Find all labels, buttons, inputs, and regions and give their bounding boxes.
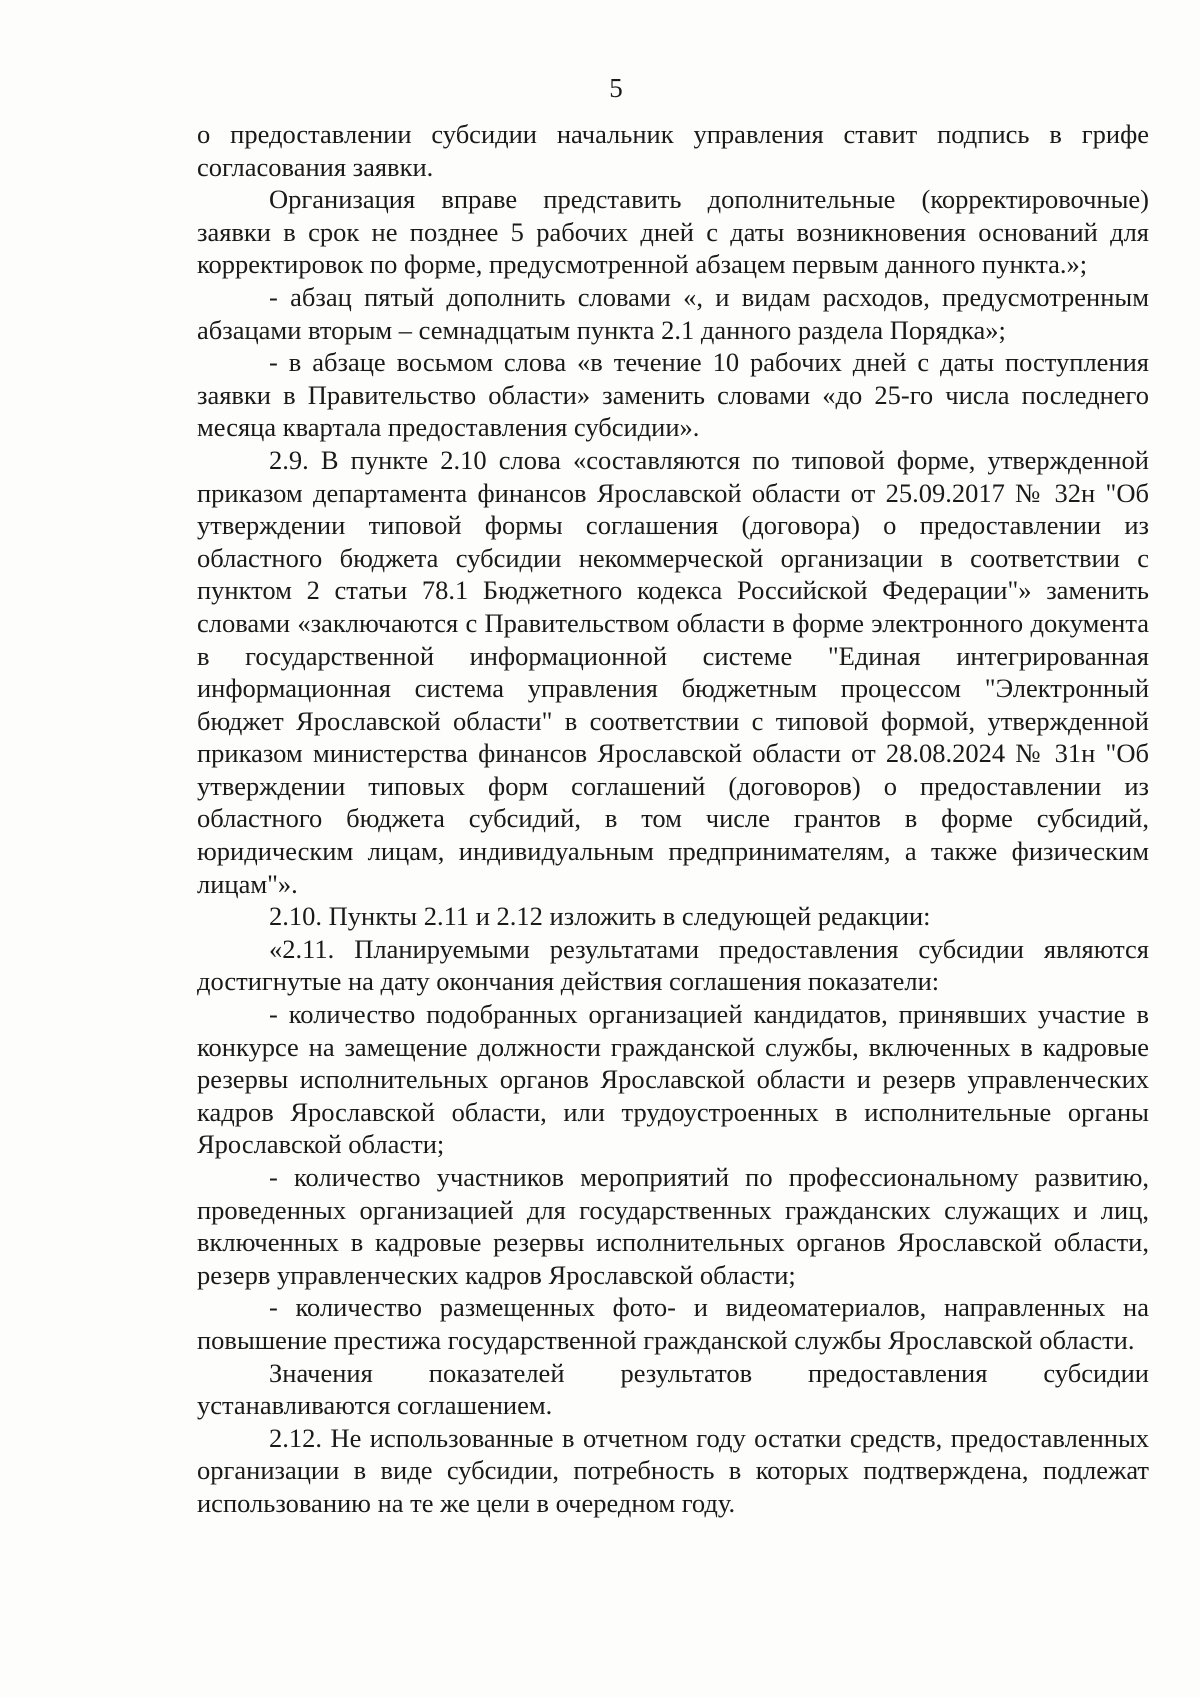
list-item-media: - количество размещенных фото- и видеоматериалов, направленных на повышение престижа государственной гражданской службы Ярославской области. xyxy=(197,1292,1149,1355)
page-number: 5 xyxy=(609,73,623,103)
paragraph-eighth-amendment: - в абзаце восьмом слова «в течение 10 рабочих дней с даты поступления заявки в Правительство области» заменить словами «до 25-го числа последнего месяца квартала предоставления субсидии». xyxy=(197,347,1149,443)
list-item-participants: - количество участников мероприятий по профессиональному развитию, проведенных организацией для государственных гражданских служащих и лиц, включенных в кадровые резервы исполнительных органов Ярославской области, резерв управленческих кадров Ярославской области; xyxy=(197,1162,1149,1290)
paragraph-item-2-9: 2.9. В пункте 2.10 слова «составляются по типовой форме, утвержденной приказом департамента финансов Ярославской области от 25.09.2017 № 32н "Об утверждении типовой формы соглашения (договора) о предоставлении из областного бюджета субсидии некоммерческой организации в соответствии с пунктом 2 статьи 78.1 Бюджетного кодекса Российской Федерации"» заменить словами «заключаются с Правительством области в форме электронного документа в государственной информационной системе "Единая интегрированная информационная система управления бюджетным процессом "Электронный бюджет Ярославской области" в соответствии с типовой формой, утвержденной приказом министерства финансов Ярославской области от 28.08.2024 № 31н "Об утверждении типовых форм соглашений (договоров) о предоставлении из областного бюджета субсидий, в том числе грантов в форме субсидий, юридическим лицам, индивидуальным предпринимателям, а также физическим лицам"». xyxy=(197,444,1149,899)
paragraph-fifth-amendment: - абзац пятый дополнить словами «, и видам расходов, предусмотренным абзацами вторым – семнадцатым пункта 2.1 данного раздела Порядка»; xyxy=(197,281,1149,345)
paragraph-item-2-12: 2.12. Не использованные в отчетном году остатки средств, предоставленных организации в виде субсидии, потребность в которых подтверждена, подлежат использованию на те же цели в очередном году. xyxy=(197,1422,1149,1518)
document-body xyxy=(197,118,1149,1520)
paragraph-item-2-10: 2.10. Пункты 2.11 и 2.12 изложить в следующей редакции: xyxy=(269,901,931,932)
paragraph-indicator-values: Значения показателей результатов предоставления субсидии устанавливаются соглашением. xyxy=(197,1357,1149,1421)
paragraph-item-2-11: «2.11. Планируемыми результатами предоставления субсидии являются достигнутые на дату окончания действия соглашения показатели: xyxy=(197,933,1149,997)
paragraph-continuation: о предоставлении субсидии начальник управления ставит подпись в грифе согласования заявки. xyxy=(197,119,1149,182)
list-item-candidates: - количество подобранных организацией кандидатов, принявших участие в конкурсе на замещение должности гражданской службы, включенных в кадровые резервы исполнительных органов Ярославской области и резерв управленческих кадров Ярославской области, или трудоустроенных в исполнительные органы Ярославской области; xyxy=(197,999,1149,1160)
paragraph-corrective-applications: Организация вправе представить дополнительные (корректировочные) заявки в срок не позднее 5 рабочих дней с даты возникновения оснований для корректировок по форме, предусмотренной абзацем первым данного пункта.»; xyxy=(197,184,1149,280)
